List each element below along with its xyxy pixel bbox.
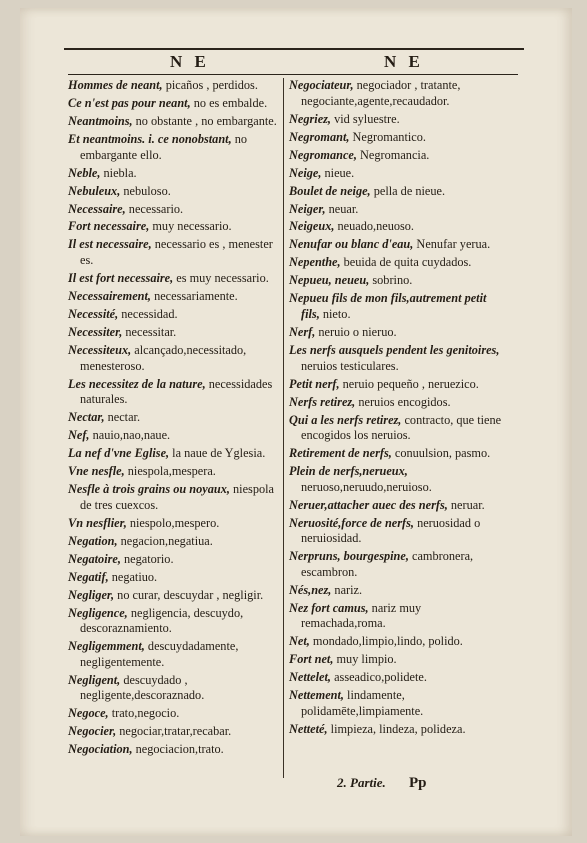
entry-definition: sobrino. (369, 273, 413, 288)
dictionary-entry (68, 202, 282, 218)
dictionary-entry (68, 516, 282, 532)
entry-definition: picaños , perdidos. (162, 78, 258, 92)
entry-headword: Necessaire, (68, 201, 126, 216)
entry-definition: nieto. (319, 307, 351, 322)
entry-definition: nieue. (321, 165, 355, 180)
entry-headword: Negligence, (68, 605, 128, 620)
entry-headword: Neige, (289, 165, 322, 180)
dictionary-entry (289, 688, 503, 719)
dictionary-entry (289, 130, 503, 146)
entry-headword: Necessité, (68, 307, 119, 322)
entry-definition: descuydado , negligente,descoraznado. (80, 672, 205, 703)
dictionary-entry (68, 724, 282, 740)
entry-definition: necessitar. (122, 325, 177, 339)
column-divider (283, 78, 284, 778)
entry-definition: Negromantico. (349, 129, 426, 144)
entry-definition: es muy necessario. (173, 271, 269, 286)
entry-definition: asseadico,polidete. (331, 670, 427, 685)
entry-definition: neruio o nieruo. (315, 325, 397, 339)
dictionary-entry (289, 166, 503, 182)
entry-definition: nebuloso. (120, 183, 171, 198)
entry-definition: negociacion,trato. (132, 742, 224, 757)
dictionary-entry (68, 78, 282, 94)
entry-headword: Nef, (68, 428, 90, 443)
entry-headword: Nectar, (68, 410, 105, 425)
right-column (289, 78, 503, 740)
entry-definition: cambronera, escambron. (301, 549, 474, 579)
entry-headword: Nés,nez, (289, 582, 332, 597)
left-column (68, 78, 282, 760)
entry-headword: Nerpruns, bourgespine, (289, 549, 409, 564)
dictionary-entry (289, 219, 503, 235)
entry-headword: Netteté, (289, 721, 328, 736)
dictionary-entry (68, 289, 282, 305)
dictionary-entry (289, 464, 503, 495)
dictionary-entry (289, 78, 503, 109)
dictionary-entry (68, 534, 282, 550)
entry-headword: Et neantmoins. i. ce nonobstant, (68, 131, 232, 146)
entry-definition: niespola de tres cuexcos. (80, 482, 274, 512)
entry-headword: Hommes de neant, (68, 78, 163, 92)
entry-definition: necessario es , menester es. (80, 237, 273, 268)
entry-headword: Boulet de neige, (289, 183, 371, 198)
entry-headword: Negociateur, (289, 78, 354, 92)
entry-headword: Fort net, (289, 652, 334, 667)
entry-headword: Negromance, (289, 147, 357, 162)
dictionary-entry (289, 413, 503, 444)
entry-definition: pella de nieue. (370, 183, 446, 198)
entry-definition: nariz. (331, 582, 363, 597)
entry-definition: neruios encogidos. (355, 394, 451, 409)
entry-headword: Nerfs retirez, (289, 394, 356, 409)
entry-definition: Negromancia. (356, 147, 430, 162)
dictionary-entry (68, 428, 282, 444)
entry-definition: no curar, descuydar , negligir. (114, 587, 264, 602)
entry-headword: Plein de nerfs,nerueux, (289, 464, 408, 479)
entry-headword: Nerf, (289, 325, 316, 339)
entry-definition: contracto, que tiene encogidos los neruios. (301, 412, 502, 443)
dictionary-entry (68, 552, 282, 568)
entry-headword: Neruer,attacher auec des nerfs, (289, 497, 448, 512)
entry-headword: La nef d'vne Eglise, (68, 446, 170, 461)
entry-definition: la naue de Yglesia. (169, 446, 266, 461)
running-head-right: N E (384, 52, 424, 71)
dictionary-entry (68, 132, 282, 163)
entry-headword: Negriez, (289, 111, 332, 126)
entry-headword: Nettelet, (289, 670, 331, 685)
entry-definition: negatorio. (120, 551, 174, 566)
dictionary-entry (289, 325, 503, 341)
entry-headword: Nesfle à trois grains ou noyaux, (68, 482, 230, 497)
dictionary-entry (68, 446, 282, 462)
part-label: 2. Partie. (337, 775, 386, 790)
dictionary-entry (289, 148, 503, 164)
entry-definition: neruosidad o neruiosidad. (301, 515, 481, 546)
entry-headword: Les necessitez de la nature, (68, 376, 206, 391)
entry-definition: neuado,neuoso. (334, 219, 415, 234)
entry-headword: Negociation, (68, 742, 133, 757)
entry-headword: Nepenthe, (289, 255, 341, 270)
entry-definition: no es embalde. (190, 95, 268, 110)
entry-headword: Fort necessaire, (68, 219, 150, 234)
entry-headword: Neruosité,force de nerfs, (289, 515, 414, 530)
entry-headword: Les nerfs ausquels pendent les genitoires, (289, 342, 500, 357)
entry-definition: negociar,tratar,recabar. (116, 724, 232, 739)
entry-definition: necessariamente. (151, 289, 238, 304)
entry-headword: Negliger, (68, 587, 115, 602)
entry-headword: Negligent, (68, 672, 121, 687)
entry-definition: negociador , tratante, negociante,agente,recaudador. (301, 78, 461, 108)
dictionary-entry (68, 184, 282, 200)
entry-headword: Net, (289, 634, 310, 649)
entry-definition: beuida de quita cuydados. (340, 255, 472, 270)
entry-definition: conuulsion, pasmo. (391, 446, 491, 461)
entry-definition: necessidad. (118, 307, 178, 322)
dictionary-entry (68, 482, 282, 513)
entry-definition: lindamente, polidamēte,limpiamente. (301, 688, 424, 718)
dictionary-entry (289, 549, 503, 580)
entry-definition: nauio,nao,naue. (89, 428, 171, 443)
entry-headword: Nez fort camus, (289, 600, 369, 615)
dictionary-entry (289, 255, 503, 271)
entry-definition: negatiuo. (108, 569, 158, 584)
entry-headword: Nenufar ou blanc d'eau, (289, 237, 414, 252)
dictionary-entry (68, 464, 282, 480)
entry-headword: Vn nesflier, (68, 515, 127, 530)
entry-definition: descuydadamente, negligentemente. (80, 639, 239, 669)
entry-definition: neruios testiculares. (301, 358, 399, 373)
entry-definition: no embargante ello. (80, 131, 248, 162)
dictionary-entry (289, 202, 503, 218)
entry-headword: Neantmoins, (68, 113, 133, 128)
dictionary-entry (68, 325, 282, 341)
dictionary-entry (68, 219, 282, 235)
entry-headword: Negocier, (68, 724, 117, 739)
entry-definition: nectar. (104, 410, 141, 425)
dictionary-entry (68, 673, 282, 704)
entry-definition: niespolo,mespero. (126, 515, 220, 530)
entry-definition: neuar. (325, 201, 359, 216)
dictionary-entry (68, 410, 282, 426)
running-head-left: N E (170, 52, 210, 71)
entry-headword: Neiger, (289, 201, 326, 216)
dictionary-entry (289, 291, 503, 322)
entry-definition: negacion,negatiua. (117, 533, 213, 548)
entry-headword: Ce n'est pas pour neant, (68, 95, 191, 110)
entry-definition: nariz muy remachada,roma. (301, 600, 422, 631)
entry-headword: Neble, (68, 165, 101, 180)
dictionary-entry (289, 395, 503, 411)
dictionary-entry (289, 516, 503, 547)
dictionary-entry (289, 601, 503, 632)
dictionary-entry (289, 112, 503, 128)
entry-definition: limpieza, lindeza, polideza. (327, 721, 466, 736)
entry-definition: necessidades naturales. (80, 376, 273, 407)
dictionary-entry (68, 706, 282, 722)
dictionary-entry (68, 237, 282, 268)
entry-definition: negligencia, descuydo, descoraznamiento. (80, 605, 244, 636)
dictionary-entry (289, 237, 503, 253)
entry-definition: neruar. (447, 497, 485, 512)
dictionary-entry (289, 184, 503, 200)
dictionary-entry (289, 722, 503, 738)
entry-headword: Negation, (68, 533, 118, 548)
dictionary-entry (68, 271, 282, 287)
dictionary-entry (68, 742, 282, 758)
dictionary-entry (289, 377, 503, 393)
signature-mark: Pp (409, 775, 427, 791)
dictionary-entry (68, 114, 282, 130)
dictionary-entry (289, 652, 503, 668)
dictionary-entry (68, 343, 282, 374)
head-rule (68, 74, 518, 75)
entry-headword: Nepueu fils de mon fils,autrement petit fils, (289, 291, 487, 322)
dictionary-entry (289, 634, 503, 650)
top-rule (64, 48, 524, 50)
entry-definition: muy limpio. (333, 652, 397, 667)
entry-headword: Negoce, (68, 706, 109, 721)
entry-headword: Negatoire, (68, 551, 121, 566)
dictionary-page (20, 8, 572, 836)
dictionary-entry (289, 498, 503, 514)
dictionary-entry (68, 166, 282, 182)
entry-definition: neruio pequeño , neruezico. (339, 376, 479, 391)
entry-headword: Neigeux, (289, 219, 335, 234)
dictionary-entry (68, 570, 282, 586)
dictionary-entry (289, 446, 503, 462)
entry-definition: no obstante , no embargante. (132, 113, 277, 128)
entry-headword: Vne nesfle, (68, 464, 125, 479)
entry-definition: vid syluestre. (331, 111, 400, 126)
entry-headword: Retirement de nerfs, (289, 446, 392, 461)
entry-definition: neruoso,neruudo,neruioso. (301, 479, 432, 494)
entry-headword: Qui a les nerfs retirez, (289, 412, 402, 427)
dictionary-entry (289, 670, 503, 686)
entry-headword: Negligemment, (68, 639, 145, 654)
entry-headword: Il est fort necessaire, (68, 271, 174, 286)
dictionary-entry (68, 639, 282, 670)
entry-definition: necessario. (125, 201, 184, 216)
entry-headword: Petit nerf, (289, 376, 340, 391)
dictionary-entry (289, 273, 503, 289)
dictionary-entry (68, 588, 282, 604)
entry-headword: Negatif, (68, 569, 109, 584)
entry-definition: trato,negocio. (108, 706, 180, 721)
dictionary-entry (68, 606, 282, 637)
entry-headword: Necessairement, (68, 289, 151, 304)
dictionary-entry (68, 96, 282, 112)
entry-definition: mondado,limpio,lindo, polido. (309, 634, 463, 649)
entry-definition: niebla. (100, 165, 137, 180)
entry-headword: Negromant, (289, 129, 350, 144)
dictionary-entry (68, 307, 282, 323)
dictionary-entry (289, 583, 503, 599)
entry-definition: Nenufar yerua. (413, 237, 491, 252)
entry-headword: Necessiter, (68, 325, 123, 339)
entry-headword: Nepueu, neueu, (289, 273, 370, 288)
entry-headword: Nebuleux, (68, 183, 121, 198)
entry-definition: alcançado,necessitado, menesteroso. (80, 342, 247, 373)
entry-headword: Il est necessaire, (68, 237, 152, 252)
entry-headword: Nettement, (289, 688, 344, 703)
dictionary-entry (289, 343, 503, 374)
entry-definition: niespola,mespera. (124, 464, 216, 479)
entry-headword: Necessiteux, (68, 342, 132, 357)
dictionary-entry (68, 377, 282, 408)
entry-definition: muy necessario. (149, 219, 232, 234)
